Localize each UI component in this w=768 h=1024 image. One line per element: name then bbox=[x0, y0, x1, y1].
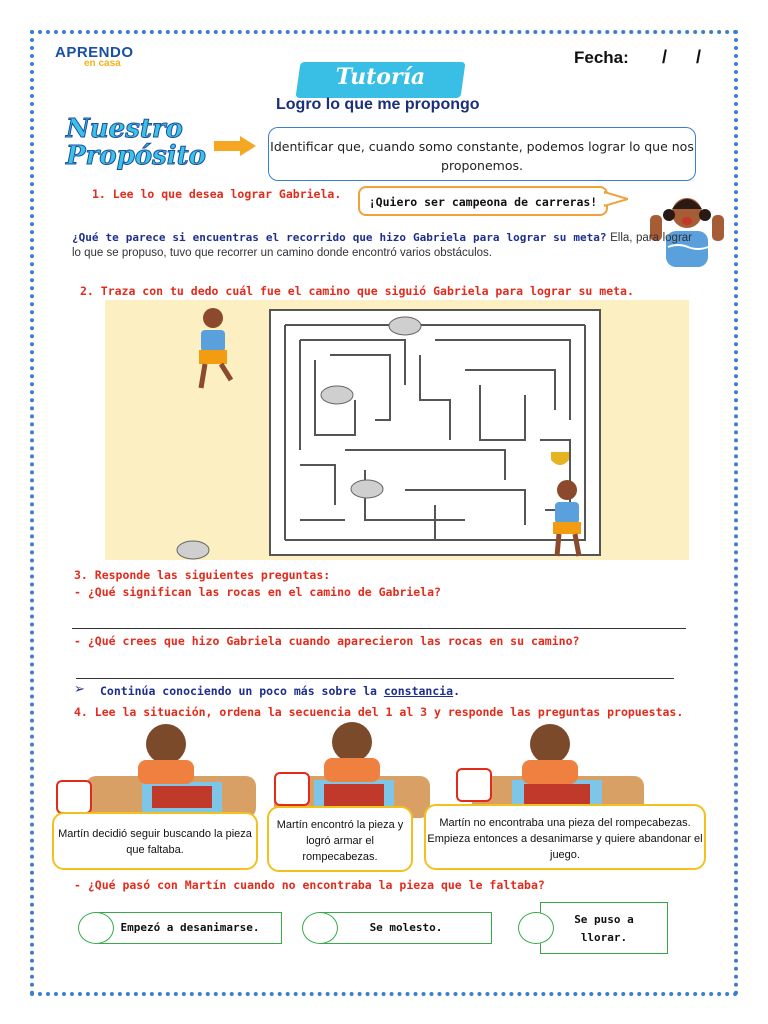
maze-area[interactable] bbox=[105, 300, 689, 560]
step2-instruction: 2. Traza con tu dedo cuál fue el camino que siguió Gabriela para lograr su meta. bbox=[80, 284, 634, 298]
step3-heading: 3. Responde las siguientes preguntas: bbox=[74, 568, 331, 582]
title-banner-text: Tutoría bbox=[335, 64, 426, 90]
martin-scene-3-illustration bbox=[472, 716, 644, 816]
page-subtitle: Logro lo que me propongo bbox=[276, 96, 480, 113]
purpose-heading bbox=[66, 116, 206, 170]
bubble-tail-icon bbox=[604, 190, 628, 208]
situation-card-3: Martín no encontraba una pieza del rompecabezas. Empieza entonces a desanimarse y quiere abandonar el juego. bbox=[424, 804, 706, 870]
date-slash: / bbox=[662, 47, 668, 67]
martin-scene-1-illustration bbox=[86, 716, 256, 818]
option-2-circle[interactable] bbox=[302, 912, 338, 944]
answer-line-2[interactable] bbox=[76, 678, 674, 679]
order-box-2[interactable] bbox=[274, 772, 310, 806]
continue-suffix: . bbox=[453, 684, 461, 698]
fecha-label: Fecha: bbox=[574, 48, 629, 67]
step4-question: - ¿Qué pasó con Martín cuando no encontraba la pieza que le faltaba? bbox=[74, 878, 545, 892]
purpose-heading-line2: Propósito bbox=[66, 141, 206, 171]
option-3-circle[interactable] bbox=[518, 912, 554, 944]
situation-card-1: Martín decidió seguir buscando la pieza que faltaba. bbox=[52, 812, 258, 870]
option-1[interactable]: Empezó a desanimarse. bbox=[98, 912, 282, 944]
intro-text: Ella, para lograr lo que se propuso, tuvo que recorrer un camino donde encontró varios obstáculos. bbox=[72, 232, 692, 259]
running-girl-icon bbox=[199, 308, 231, 388]
option-3[interactable]: Se puso a llorar. bbox=[540, 902, 668, 954]
option-2[interactable]: Se molesto. bbox=[320, 912, 492, 944]
option-1-circle[interactable] bbox=[78, 912, 114, 944]
maze-drawing bbox=[105, 300, 689, 560]
intro-paragraph bbox=[72, 230, 692, 261]
step4-instruction: 4. Lee la situación, ordena la secuencia del 1 al 3 y responde las preguntas propuestas. bbox=[74, 705, 684, 719]
bullet-arrow-icon: ➢ bbox=[74, 682, 85, 697]
step1-instruction: 1. Lee lo que desea lograr Gabriela. bbox=[92, 187, 342, 201]
step3-question-2: - ¿Qué crees que hizo Gabriela cuando aparecieron las rocas en su camino? bbox=[74, 634, 580, 648]
date-slash: / bbox=[696, 47, 702, 67]
speech-bubble: ¡Quiero ser campeona de carreras! bbox=[358, 186, 608, 216]
intro-question: ¿Qué te parece si encuentras el recorrido que hizo Gabriela para lograr su meta? bbox=[72, 231, 607, 244]
order-box-1[interactable] bbox=[56, 780, 92, 814]
order-box-3[interactable] bbox=[456, 768, 492, 802]
step3-question-1: - ¿Qué significan las rocas en el camino de Gabriela? bbox=[74, 585, 441, 599]
situation-card-2: Martín encontró la pieza y logró armar el rompecabezas. bbox=[267, 806, 413, 872]
purpose-heading-line1: Nuestro bbox=[66, 114, 183, 144]
constancia-link[interactable]: constancia bbox=[383, 684, 454, 698]
continue-prefix: Continúa conociendo un poco más sobre la bbox=[100, 684, 384, 698]
arrow-right-icon bbox=[214, 136, 256, 156]
purpose-box: Identificar que, cuando somo constante, podemos lograr lo que nos proponemos. bbox=[268, 127, 696, 181]
logo-aprendo: APRENDO bbox=[55, 44, 134, 61]
logo-en-casa: en casa bbox=[84, 58, 121, 69]
answer-line-1[interactable] bbox=[72, 628, 686, 629]
continue-line bbox=[100, 684, 460, 698]
